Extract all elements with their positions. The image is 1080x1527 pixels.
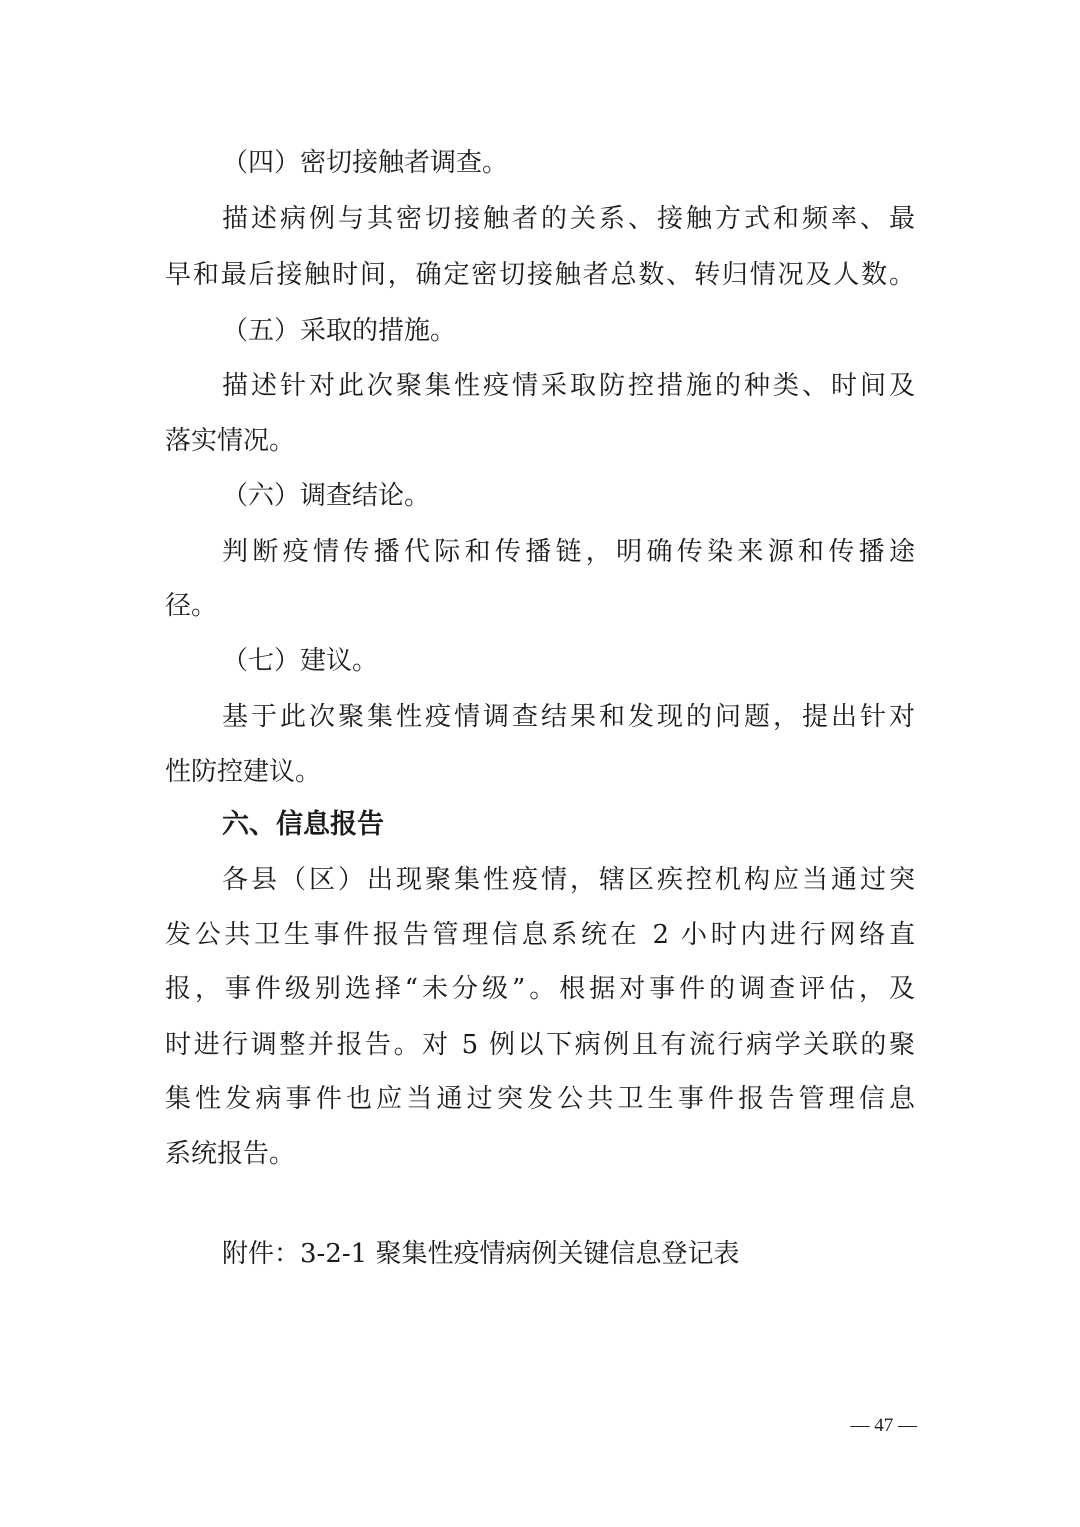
section-5-heading: （五）采取的措施。 [222,316,457,346]
section-4-body-line-1: 描述病例与其密切接触者的关系、接触方式和频率、最 [222,204,915,234]
section-5-body-line-1: 描述针对此次聚集性疫情采取防控措施的种类、时间及 [222,371,915,401]
report-line-1: 各县（区）出现聚集性疫情，辖区疾控机构应当通过突 [222,865,915,895]
report-heading: 六、信息报告 [222,809,384,840]
section-4-heading: （四）密切接触者调查。 [222,148,509,178]
report-line-6: 系统报告。 [165,1139,296,1169]
section-6-body-line-2: 径。 [165,591,218,621]
report-line-3: 报，事件级别选择“未分级”。根据对事件的调查评估，及 [165,974,915,1004]
section-6-body-line-1: 判断疫情传播代际和传播链，明确传染来源和传播途 [222,537,915,567]
report-line-2: 发公共卫生事件报告管理信息系统在 2 小时内进行网络直 [165,920,915,950]
section-7-body-line-2: 性防控建议。 [165,757,322,787]
section-4-body-line-2: 早和最后接触时间，确定密切接触者总数、转归情况及人数。 [165,260,915,290]
attachment-note: 附件：3-2-1 聚集性疫情病例关键信息登记表 [222,1239,740,1269]
report-line-5: 集性发病事件也应当通过突发公共卫生事件报告管理信息 [165,1084,915,1114]
section-7-body-line-1: 基于此次聚集性疫情调查结果和发现的问题，提出针对 [222,702,915,732]
section-6-heading: （六）调查结论。 [222,481,431,511]
section-7-heading: （七）建议。 [222,646,379,676]
page-number: — 47 — [850,1415,917,1436]
section-5-body-line-2: 落实情况。 [165,426,296,456]
report-line-4: 时进行调整并报告。对 5 例以下病例且有流行病学关联的聚 [165,1030,915,1060]
